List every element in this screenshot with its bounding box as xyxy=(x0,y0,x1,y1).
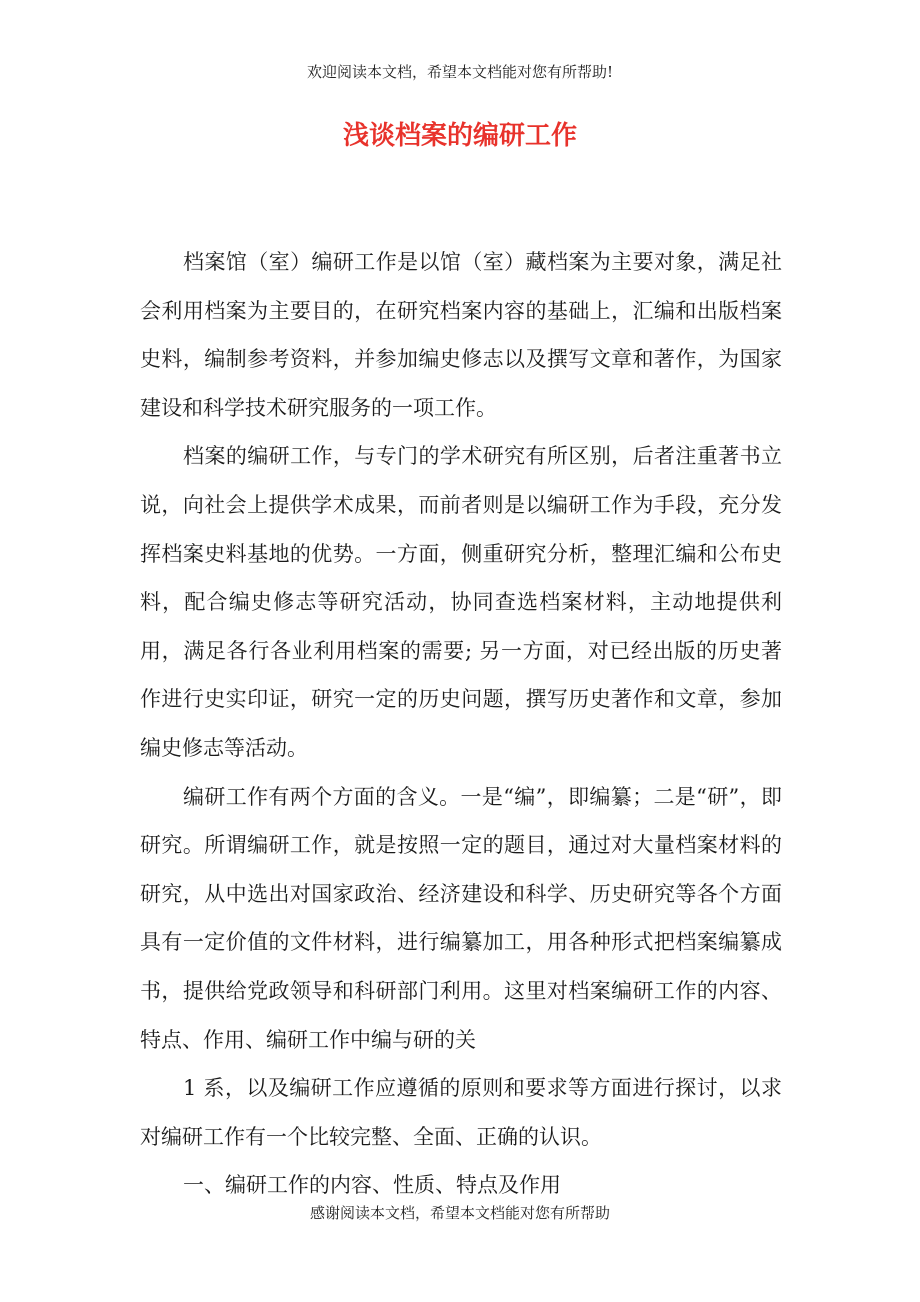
paragraph-1: 档案馆（室）编研工作是以馆（室）藏档案为主要对象，满足社会利用档案为主要目的，在研究档案内容的基础上，汇编和出版档案史料，编制参考资料，并参加编史修志以及撰写文章和著作，为国家建设和科学技术研究服务的一项工作。 xyxy=(140,250,782,420)
paragraph-2: 档案的编研工作，与专门的学术研究有所区别，后者注重著书立说，向社会上提供学术成果，而前者则是以编研工作为手段，充分发挥档案史料基地的优势。一方面，侧重研究分析，整理汇编和公布史料，配合编史修志等研究活动，协同查选档案材料，主动地提供利用，满足各行各业利用档案的需要; 另一方面，对已经出版的历史著作进行史实印证，研究一定的历史问题，撰写历史著作和文章，参加编史修志等活动。 xyxy=(140,444,782,760)
document-title: 浅谈档案的编研工作 xyxy=(342,121,577,151)
paragraph-3: 编研工作有两个方面的含义。一是“编”，即编纂；二是“研”，即研究。所谓编研工作，就是按照一定的题目，通过对大量档案材料的研究，从中选出对国家政治、经济建设和科学、历史研究等各个方面具有一定价值的文件材料，进行编纂加工，用各种形式把档案编纂成书，提供给党政领导和科研部门利用。这里对档案编研工作的内容、特点、作用、编研工作中编与研的关 xyxy=(140,784,782,1052)
page-header: 欢迎阅读本文档，希望本文档能对您有所帮助! xyxy=(306,63,614,81)
section-heading: 一、编研工作的内容、性质、特点及作用 xyxy=(183,1173,562,1198)
document-body xyxy=(140,238,782,1210)
page-footer: 感谢阅读本文档，希望本文档能对您有所帮助 xyxy=(309,1204,610,1222)
paragraph-4: 1 系，以及编研工作应遵循的原则和要求等方面进行探讨，以求对编研工作有一个比较完整、全面、正确的认识。 xyxy=(140,1076,782,1149)
